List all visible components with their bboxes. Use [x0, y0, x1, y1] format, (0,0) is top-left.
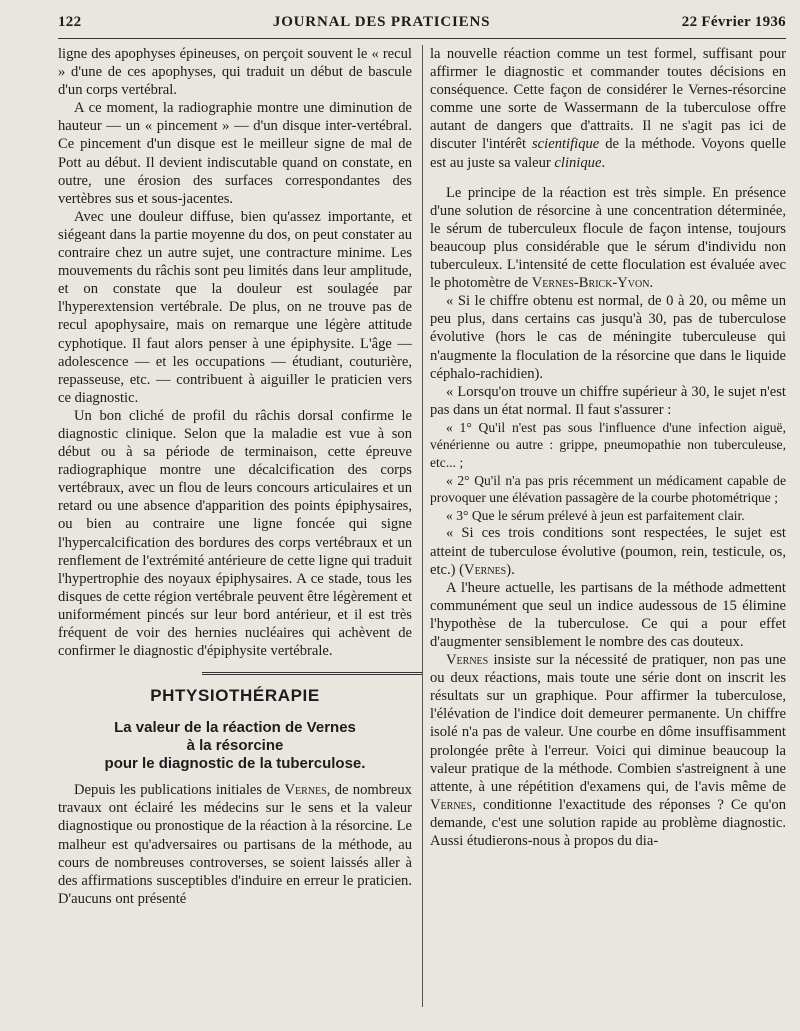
author-name: Vernes-Brick-Yvon [531, 275, 650, 292]
header-rule [58, 38, 786, 39]
author-name: Vernes [464, 561, 507, 578]
right-column [430, 45, 786, 908]
issue-date: 22 Février 1936 [681, 14, 786, 30]
article-title-line: à la résorcine [186, 737, 284, 755]
left-column [58, 45, 412, 908]
emphasis: scientifique [532, 136, 600, 153]
paragraph: A ce moment, la radiographie montre une diminution de hauteur — un « pincement » — d'un disque inter-vertébral. Ce pincement d'un disque est le meilleur signe de mal de Pott au début. Il devient indiscutable quand on constate, en outre, une érosion des surfaces correspondantes des vertèbres sus et sous-jacentes. [58, 100, 412, 207]
article-title [58, 719, 412, 773]
paragraph: Vernes insiste sur la nécessité de pratiquer, non pas une ou deux réactions, mais toute une série dont on inscrit les résultats sur un graphique. Pour affirmer la tuberculose, l'élévation de l'indice doit demeurer permanente. Un chiffre isolé n'a pas de valeur. Une courbe en dôme insuffisamment prolongée prête à l'erreur. Voici qui diminue beaucoup la valeur pratique de la méthode. Combien s'astreignent à une attente, à une répétition d'examens qui, de l'avis même de Vernes, conditionne l'exactitude des réponses ? Ce qu'on demande, c'est une solution rapide au problème diagnostic. Aussi étudierons-nous à propos du dia- [430, 652, 786, 850]
paragraph: Avec une douleur diffuse, bien qu'assez importante, et siégeant dans la partie moyenne du dos, on peut constater au contraire chez un autre sujet, une contracture minime. Les mouvements du râchis sont peu limités dans leur amplitude, et on constate que la douleur est soulagée par l'hyperextension vertébrale. De plus, on ne trouve pas de recul apophysaire, mais on remarque une légère attitude cyphotique. Il faut alors penser à une épiphysite. L'âge — adolescence — et les occupations — étudiant, couturière, repasseuse, etc. — contribuent à aiguiller le praticien vers ce diagnostic. [58, 208, 412, 406]
paragraph: Le principe de la réaction est très simple. En présence d'une solution de résorcine à une concentration déterminée, le sérum de tuberculeux flocule de façon intense, toujours beaucoup plus considérable que le sérum d'individu non tuberculeux. L'intensité de cette floculation est évaluée avec le photomètre de Vernes-Brick-Yvon. [430, 184, 786, 292]
page-number: 122 [58, 14, 82, 30]
author-name: Vernes [284, 782, 327, 799]
paragraph: Depuis les publications initiales de Vernes, de nombreux travaux ont éclairé les médecins sur le sens et la valeur diagnostique ou pronostique de la réaction à la résorcine. Le malheur est qu'adversaires ou partisans de la méthode, au cours de nombreuses controverses, se soient laissés aller à des affirmations susceptibles d'induire en erreur le praticien. D'aucuns ont présenté [58, 782, 412, 907]
author-name: Vernes [446, 652, 489, 669]
quote-paragraph: « 1° Qu'il n'est pas sous l'influence d'une infection aiguë, vénérienne ou autre : grippe, pneumopathie non tuberculeuse, etc... ; [430, 419, 786, 471]
quote-paragraph: « 3° Que le sérum prélevé à jeun est parfaitement clair. [446, 507, 745, 523]
quote-paragraph: « Si ces trois conditions sont respectées, le sujet est atteint de tuberculose évolutive (poumon, rein, testicule, os, etc.) (Vernes). [430, 525, 786, 578]
quote-paragraph: « Si le chiffre obtenu est normal, de 0 à 20, ou même un peu plus, dans certains cas jusqu'à 30, pas de tuberculose évolutive (hors le cas de méningite tuberculeuse qui n'augmente la floculation de la résorcine que dans le liquide céphalo-rachidien). [430, 293, 786, 382]
author-name: Vernes [430, 796, 473, 813]
page-header [58, 14, 786, 36]
journal-title: JOURNAL DES PRATICIENS [272, 14, 491, 30]
paragraph: ligne des apophyses épineuses, on perçoit souvent le « recul » d'une de ces apophyses, qui traduit un début de bascule d'un corps vertébral. [58, 46, 412, 99]
paragraph: Un bon cliché de profil du râchis dorsal confirme le diagnostic clinique. Selon que la maladie est vue à son début ou à sa période de terminaison, cette épreuve radiographique montre une décalcification des corps vertébraux, avec un flou de leurs concours articulaires et un retard ou une absence d'apparition des points épiphysaires, ou bien au contraire une ligne foncée qui signe l'hypercalcification des bordures des corps vertébraux et un renflement de l'extrémité antérieure de cette ligne qui traduit l'hypertrophie des noyaux épiphysaires. A ce stade, tous les disques de cette région vertébrale peuvent être légèrement et uniformément pincés sur leur bord antérieur, et il est très fréquent de voir des hernies nucléaires qui achèvent de confirmer le diagnostic d'épiphysite vertébrale. [58, 407, 412, 660]
section-heading: PHTYSIOTHÉRAPIE [150, 686, 320, 706]
article-title-line: La valeur de la réaction de Vernes [114, 719, 356, 737]
article-title-line: pour le diagnostic de la tuberculose. [104, 755, 366, 773]
section-separator [202, 672, 422, 675]
quote-paragraph: « Lorsqu'on trouve un chiffre supérieur à 30, le sujet n'est pas dans un état normal. Il faut s'assurer : [430, 383, 786, 418]
paragraph: A l'heure actuelle, les partisans de la méthode admettent communément que seul un indice audessous de 15 élimine l'hypothèse de la tuberculose. Ce qui a pour effet d'augmenter sensiblement le nombre des cas douteux. [430, 579, 786, 650]
emphasis: clinique [554, 154, 602, 171]
quote-paragraph: « 2° Qu'il n'a pas pris récemment un médicament capable de provoquer une élévation passagère de la courbe photométrique ; [430, 472, 786, 506]
text-columns [58, 45, 786, 908]
column-divider [422, 45, 423, 1007]
paragraph: la nouvelle réaction comme un test formel, suffisant pour affirmer le diagnostic et commander toutes décisions en conséquence. Cette façon de considérer le Vernes-résorcine comme une sorte de Wassermann de la tuberculose offre autant de dangers que d'attraits. Il ne s'agit pas ici de discuter l'intérêt scientifique de la méthode. Voyons quelle est au juste sa valeur clinique. [430, 46, 786, 171]
